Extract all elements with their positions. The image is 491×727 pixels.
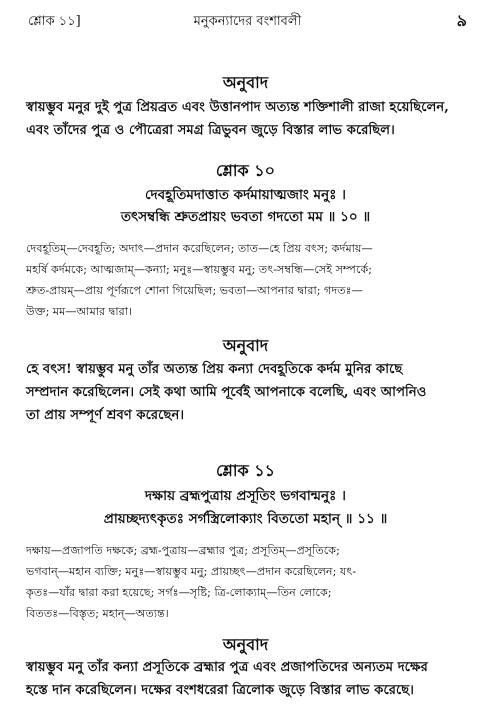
verse-line: দেবহূতিমদাত্তাত কর্দমায়াত্মজাং মনুঃ । xyxy=(144,187,347,203)
gloss-line: উক্ত; মম—আমার দ্বারা। xyxy=(26,305,133,318)
running-header xyxy=(28,8,467,30)
gloss-line: বিততঃ—বিস্তৃত; মহান্—অত্যন্ত। xyxy=(26,607,169,620)
text-line: এবং তাঁদের পুত্র ও পৌত্রেরা সমগ্র ত্রিভুবন জুড়ে বিস্তার লাভ করেছিল। xyxy=(26,123,395,138)
verse-heading: শ্লোক ১০ xyxy=(215,161,276,180)
translation-heading: অনুবাদ xyxy=(222,73,269,92)
page-number: ৯ xyxy=(456,11,467,30)
verse-line: তৎসম্বন্ধি শ্রুতপ্রায়ং ভবতা গদতো মম ॥ ১০ ॥ xyxy=(120,209,371,225)
verse-line: দক্ষায় ব্রহ্মপুত্রায় প্রসূতিং ভগবান্মনুঃ । xyxy=(144,488,347,504)
translation-heading: অনুবাদ xyxy=(222,635,269,654)
translation-heading: অনুবাদ xyxy=(222,336,269,355)
word-meaning xyxy=(26,540,469,624)
text-line: সম্প্রদান করেছিলেন। সেই কথা আমি পূর্বেই আপনাকে বলেছি, এবং আপনিও xyxy=(26,385,427,400)
translation-paragraph xyxy=(26,358,469,427)
text-line: তা প্রায় সম্পূর্ণ শ্রবণ করেছেন। xyxy=(26,408,185,423)
gloss-line: দেবহূতিম্—দেবহূতি; অদাৎ—প্রদান করেছিলেন; তাত—হে প্রিয় বৎস; কর্দমায়— xyxy=(26,242,373,255)
text-line: স্বায়ম্ভুব মনু তাঁর কন্যা প্রসূতিকে ব্রহ্মার পুত্র এবং প্রজাপতিদের অন্যতম দক্ষের xyxy=(26,660,428,675)
gloss-line: শ্রুত-প্রায়ম্—প্রায় পূর্ণরূপে শোনা গিয়েছিল; ভবতা—আপনার দ্বারা; গদতঃ— xyxy=(26,284,363,297)
translation-paragraph xyxy=(26,96,469,142)
verse-line: প্রায়চ্ছদ্যৎকৃতঃ সর্গস্ত্রিলোক্যাং বিততো মহান্ ॥ ১১ ॥ xyxy=(103,511,388,527)
verse-reference: শ্লোক ১১] xyxy=(28,14,81,29)
word-meaning xyxy=(26,238,469,322)
gloss-line: মহর্ষি কর্দমকে; আত্মজাম্—কন্যা; মনুঃ—স্বায়ম্ভুব মনু; তৎ-সম্বন্ধি—সেই সম্পর্কে; xyxy=(26,263,373,276)
gloss-line: দক্ষায়—প্রজাপতি দক্ষকে; ব্রহ্ম-পুত্রায়—ব্রহ্মার পুত্র; প্রসূতিম্—প্রসূতিকে; xyxy=(26,544,340,557)
verse-heading: শ্লোক ১১ xyxy=(215,461,276,480)
chapter-title: মনুকন্যাদের বংশাবলী xyxy=(193,14,302,29)
gloss-line: ভগবান্—মহান ব্যক্তি; মনুঃ—স্বায়ম্ভুব মনু; প্রায়চ্ছৎ—প্রদান করেছিলেন; যৎ- xyxy=(26,565,357,578)
gloss-line: কৃতঃ—যাঁর দ্বারা করা হয়েছে; সর্গঃ—সৃষ্টি; ত্রি-লোক্যাম্—তিন লোকে; xyxy=(26,586,332,599)
text-line: হস্তে দান করেছিলেন। দক্ষের বংশধরেরা ত্রিলোক জুড়ে বিস্তার লাভ করেছে। xyxy=(26,683,415,698)
text-line: হে বৎস! স্বায়ম্ভুব মনু তাঁর অত্যন্ত প্রিয় কন্যা দেবহূতিকে কর্দম মুনির কাছে xyxy=(26,362,403,377)
translation-paragraph xyxy=(26,656,469,702)
text-line: স্বায়ম্ভুব মনুর দুই পুত্র প্রিয়ব্রত এবং উত্তানপাদ অত্যন্ত শক্তিশালী রাজা হয়েছিলেন, xyxy=(26,100,449,115)
